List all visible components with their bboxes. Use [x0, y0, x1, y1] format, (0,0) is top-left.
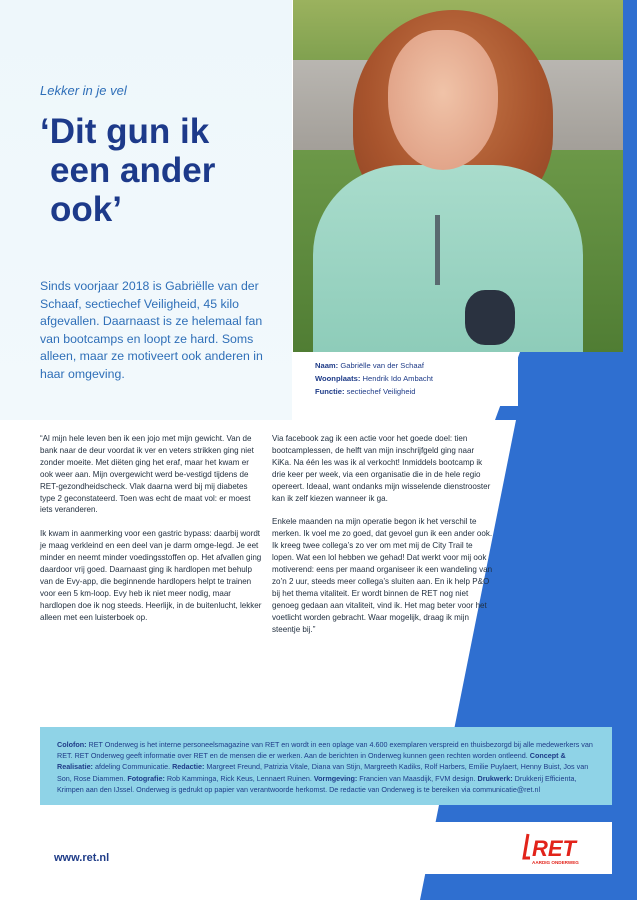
- body-column-left: [40, 433, 262, 636]
- profile-role: Functie: sectiechef Veiligheid: [315, 387, 416, 396]
- intro-paragraph: Sinds voorjaar 2018 is Gabriëlle van der Schaaf, sectiechef Veiligheid, 45 kilo afgevallen. Daarnaast is ze helemaal fan van bootcamps en loopt ze hard. Soms alleen, maar ze motiveert ook anderen in haar omgeving.: [40, 279, 263, 381]
- svg-text:RET: RET: [532, 836, 576, 861]
- site-url-link[interactable]: www.ret.nl: [54, 852, 110, 864]
- portrait-photo: [293, 0, 623, 352]
- body-paragraph: Via facebook zag ik een actie voor het goede doel: tien bootcamplessen, de helft van mijn inschrijfgeld ging naar KiKa. Na één les was ik al verkocht! Inmiddels bootcamp ik drie keer per week, via een organisatie die in de hele regio opereert. Ideaal, want ondanks mijn wisselende dienstrooster kan ik zelf kiezen wanneer ik ga.: [272, 434, 491, 503]
- body-paragraph: Ik kwam in aanmerking voor een gastric bypass: daarbij wordt je maag verkleind en een deel van je darm omge-legd. Je eet minder en neemt minder voedingsstoffen op. Het afvallen ging daardoor vrij goed. Daarnaast ging ik hardlopen met behulp van de Evy-app, die beginnende hardlopers helpt te trainen voor een 5 km-loop. Evy heb ik niet meer nodig, maar hardlopen doe ik nog steeds. Heerlijk, in de buitenlucht, lekker alleen met een luisterboek op.: [40, 529, 262, 622]
- headline: ‘Dit gun ik een ander ook’: [40, 112, 216, 229]
- profile-info-box: [293, 352, 518, 406]
- section-label: Lekker in je vel: [40, 83, 127, 98]
- body-column-right: [272, 433, 494, 648]
- profile-name: Naam: Gabriëlle van der Schaaf: [315, 361, 424, 370]
- footer-bar: [40, 822, 612, 874]
- body-paragraph: Enkele maanden na mijn operatie begon ik het verschil te merken. Ik voel me zo goed, dat gevoel gun ik een ander ook. Ik kreeg twee collega’s zo ver om met mij de City Trail te lopen. Wat een lol hebben we gehad! Dat werkt voor mij ook motiverend: eens per maand organiseer ik een wandeling van zo’n 2 uur, steeds meer collega’s sluiten aan. En ik help P&O bij het thema vitaliteit. Er wordt binnen de RET nog niet genoeg gedaan aan vitaliteit, vind ik. Het mag beter voor het voetlicht worden gebracht. Waar mogelijk, draag ik mijn steentje bij.”: [272, 517, 493, 634]
- svg-text:AARDIG ONDERWEG: AARDIG ONDERWEG: [532, 860, 579, 865]
- colofon-box: Colofon: RET Onderweg is het interne personeelsmagazine van RET en wordt in een oplage van 4.600 exemplaren verspreid en thuisbezorgd bij alle medewerkers van RET. RET Onderweg geeft informatie over RET en de mensen die er werken. Aan de berichten in Onderweg kunnen geen rechten worden ontleend. Concept & Realisatie: afdeling Communicatie. Redactie: Margreet Freund, Patrizia Vitale, Diana van Stijn, Margreeth Kadiks, Rolf Harbers, Emilie Puylaert, Henny Buist, Jos van Son, Rose Diammen. Fotografie: Rob Kamminga, Rick Keus, Lennaert Ruinen. Vormgeving: Francien van Maasdijk, FVM design. Drukwerk: Drukkerij Efficienta, Krimpen aan den IJssel. Onderweg is gedrukt op papier van verantwoorde herkomst. De redactie van Onderweg is te bereiken via communicatie@ret.nl: [40, 727, 612, 805]
- ret-logo: [522, 832, 592, 866]
- profile-city: Woonplaats: Hendrik Ido Ambacht: [315, 374, 434, 383]
- body-paragraph: “Al mijn hele leven ben ik een jojo met mijn gewicht. Van de bank naar de deur voordat ik ver en veters strikken ging niet zonder moeite. Met diëten ging het eraf, maar het kwam er ook weer aan. Mijn overgewicht werd be-vestigd tijdens de RET-gezondheidscheck. Vlak daarna werd bij mij diabetes type 2 geconstateerd. Toen was echt de maat vol: er moest iets veranderen.: [40, 434, 254, 515]
